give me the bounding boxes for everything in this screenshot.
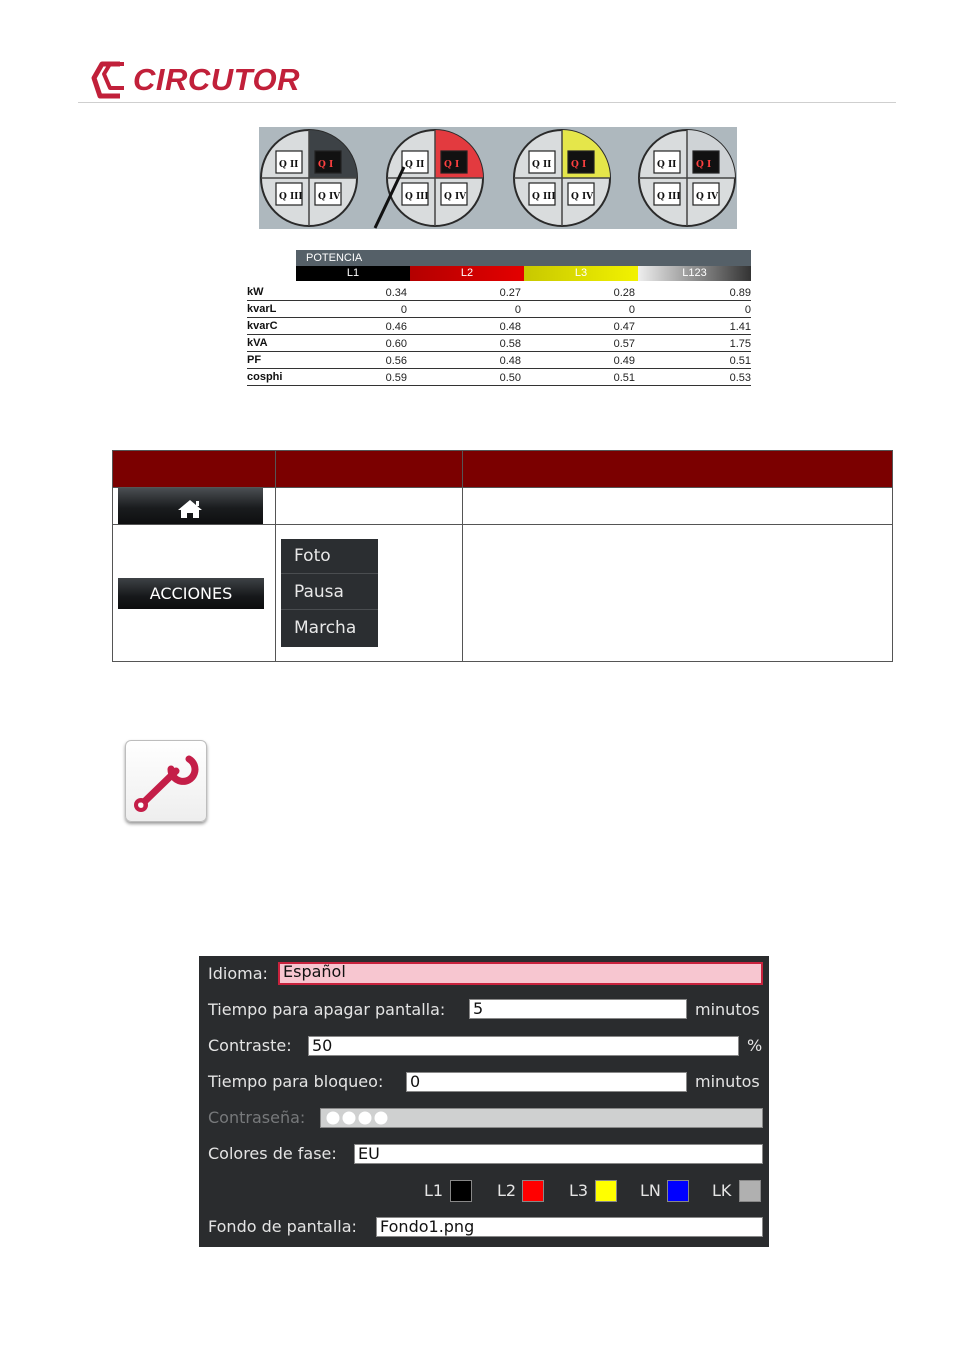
menu-item-pausa[interactable]: Pausa — [281, 575, 378, 610]
power-row-label: kVA — [247, 337, 268, 349]
contraste-unit: % — [747, 1036, 763, 1055]
power-table-title: POTENCIA — [296, 250, 751, 266]
col-divider — [275, 451, 276, 661]
bloqueo-unit: minutos — [695, 1072, 760, 1091]
password-label: Contraseña: — [208, 1108, 306, 1127]
phase-l3-swatch[interactable] — [595, 1180, 617, 1202]
power-cell: 0.46 — [385, 321, 407, 333]
phase-l2-label: L2 — [497, 1181, 517, 1200]
apagar-input[interactable]: 5 — [469, 999, 687, 1019]
quadrant-dials — [259, 127, 737, 229]
quadrant-label: Q III — [279, 192, 303, 202]
row-divider — [113, 524, 892, 525]
power-cell: 0.48 — [499, 321, 521, 333]
password-input — [320, 1108, 763, 1128]
phase-ln-label: LN — [640, 1181, 661, 1200]
bloqueo-label: Tiempo para bloqueo: — [208, 1072, 384, 1091]
menu-item-marcha[interactable]: Marcha — [294, 618, 357, 638]
bloqueo-input[interactable]: 0 — [406, 1072, 687, 1092]
power-cell: 1.75 — [729, 338, 751, 350]
quadrant-label: Q II — [532, 160, 552, 170]
power-row-label: kvarL — [247, 303, 277, 315]
phase-header-l1: L1 — [296, 266, 410, 281]
power-cell: 0.59 — [385, 372, 407, 384]
quadrant-label: Q IV — [571, 192, 594, 202]
acciones-menu — [281, 539, 378, 647]
password-dot — [359, 1112, 372, 1125]
quadrant-label: Q III — [405, 192, 429, 202]
power-cell: 0.57 — [613, 338, 635, 350]
phase-header-l123: L123 — [638, 266, 751, 281]
quadrant-label: Q IV — [318, 192, 341, 202]
colores-label: Colores de fase: — [208, 1144, 337, 1163]
quadrant-label: Q I — [444, 160, 460, 170]
fondo-label: Fondo de pantalla: — [208, 1217, 357, 1236]
power-cell: 0.50 — [499, 372, 521, 384]
password-dots — [324, 1109, 404, 1127]
col-divider — [462, 451, 463, 661]
password-dot — [343, 1112, 356, 1125]
logo-text: CIRCUTOR — [133, 62, 301, 97]
colores-select[interactable]: EU — [354, 1144, 763, 1164]
power-cell: 0 — [744, 304, 751, 316]
quadrant-label: Q I — [318, 160, 334, 170]
quadrant-label: Q II — [405, 160, 425, 170]
power-cell: 0.28 — [613, 287, 635, 299]
phase-ln-swatch[interactable] — [667, 1180, 689, 1202]
power-row-label: cosphi — [247, 371, 283, 383]
menu-item-foto[interactable]: Foto — [281, 539, 378, 574]
buttons-table-header — [113, 451, 892, 487]
power-cell: 0.60 — [385, 338, 407, 350]
header-divider — [78, 102, 896, 103]
home-icon — [118, 488, 263, 524]
password-dot — [327, 1112, 340, 1125]
phase-l3-label: L3 — [569, 1181, 589, 1200]
power-cell: 0 — [628, 304, 635, 316]
apagar-unit: minutos — [695, 1000, 760, 1019]
quadrant-label: Q III — [657, 192, 681, 202]
power-row-label: PF — [247, 354, 262, 366]
quadrant-dial — [261, 130, 357, 226]
quadrant-label: Q II — [279, 160, 299, 170]
phase-lk-label: LK — [712, 1181, 732, 1200]
power-cell: 0.89 — [729, 287, 751, 299]
acciones-button[interactable]: ACCIONES — [118, 578, 264, 609]
quadrant-label: Q I — [696, 160, 712, 170]
quadrant-dial — [514, 130, 610, 226]
quadrant-strip — [259, 127, 737, 229]
idioma-select[interactable]: Español — [278, 962, 763, 985]
power-cell: 0.56 — [385, 355, 407, 367]
power-table — [247, 250, 751, 384]
power-cell: 0.48 — [499, 355, 521, 367]
quadrant-label: Q I — [571, 160, 587, 170]
power-cell: 1.41 — [729, 321, 751, 333]
power-row-label: kW — [247, 286, 264, 298]
power-cell: 0.49 — [613, 355, 635, 367]
quadrant-label: Q II — [657, 160, 677, 170]
contraste-label: Contraste: — [208, 1036, 292, 1055]
quadrant-label: Q IV — [444, 192, 467, 202]
power-row — [247, 284, 751, 301]
quadrant-dial — [387, 130, 483, 226]
power-cell: 0.27 — [499, 287, 521, 299]
idioma-label: Idioma: — [208, 964, 268, 983]
power-row — [247, 369, 751, 386]
power-cell: 0.34 — [385, 287, 407, 299]
quadrant-dial — [639, 130, 735, 226]
home-button[interactable] — [118, 488, 263, 524]
quadrant-label: Q III — [532, 192, 556, 202]
quadrant-label: Q IV — [696, 192, 719, 202]
power-cell: 0 — [514, 304, 521, 316]
phase-header-l2: L2 — [410, 266, 524, 281]
contraste-input[interactable]: 50 — [308, 1036, 739, 1056]
power-row — [247, 318, 751, 335]
power-cell: 0.51 — [729, 355, 751, 367]
power-cell: 0.58 — [499, 338, 521, 350]
power-cell: 0.53 — [729, 372, 751, 384]
power-row — [247, 335, 751, 352]
phase-header-l3: L3 — [524, 266, 638, 281]
phase-l2-swatch[interactable] — [522, 1180, 544, 1202]
wrench-icon — [126, 741, 206, 821]
power-cell: 0 — [400, 304, 407, 316]
power-cell: 0.47 — [613, 321, 635, 333]
phase-lk-swatch[interactable] — [739, 1180, 761, 1202]
power-cell: 0.51 — [613, 372, 635, 384]
power-row — [247, 352, 751, 369]
apagar-label: Tiempo para apagar pantalla: — [208, 1000, 446, 1019]
power-row-label: kvarC — [247, 320, 278, 332]
buttons-table — [112, 450, 893, 662]
settings-button[interactable] — [125, 740, 207, 822]
settings-panel — [199, 956, 769, 1247]
fondo-input[interactable]: Fondo1.png — [376, 1217, 763, 1237]
phase-l1-label: L1 — [424, 1181, 444, 1200]
power-row — [247, 301, 751, 318]
password-dot — [375, 1112, 388, 1125]
phase-l1-swatch[interactable] — [450, 1180, 472, 1202]
